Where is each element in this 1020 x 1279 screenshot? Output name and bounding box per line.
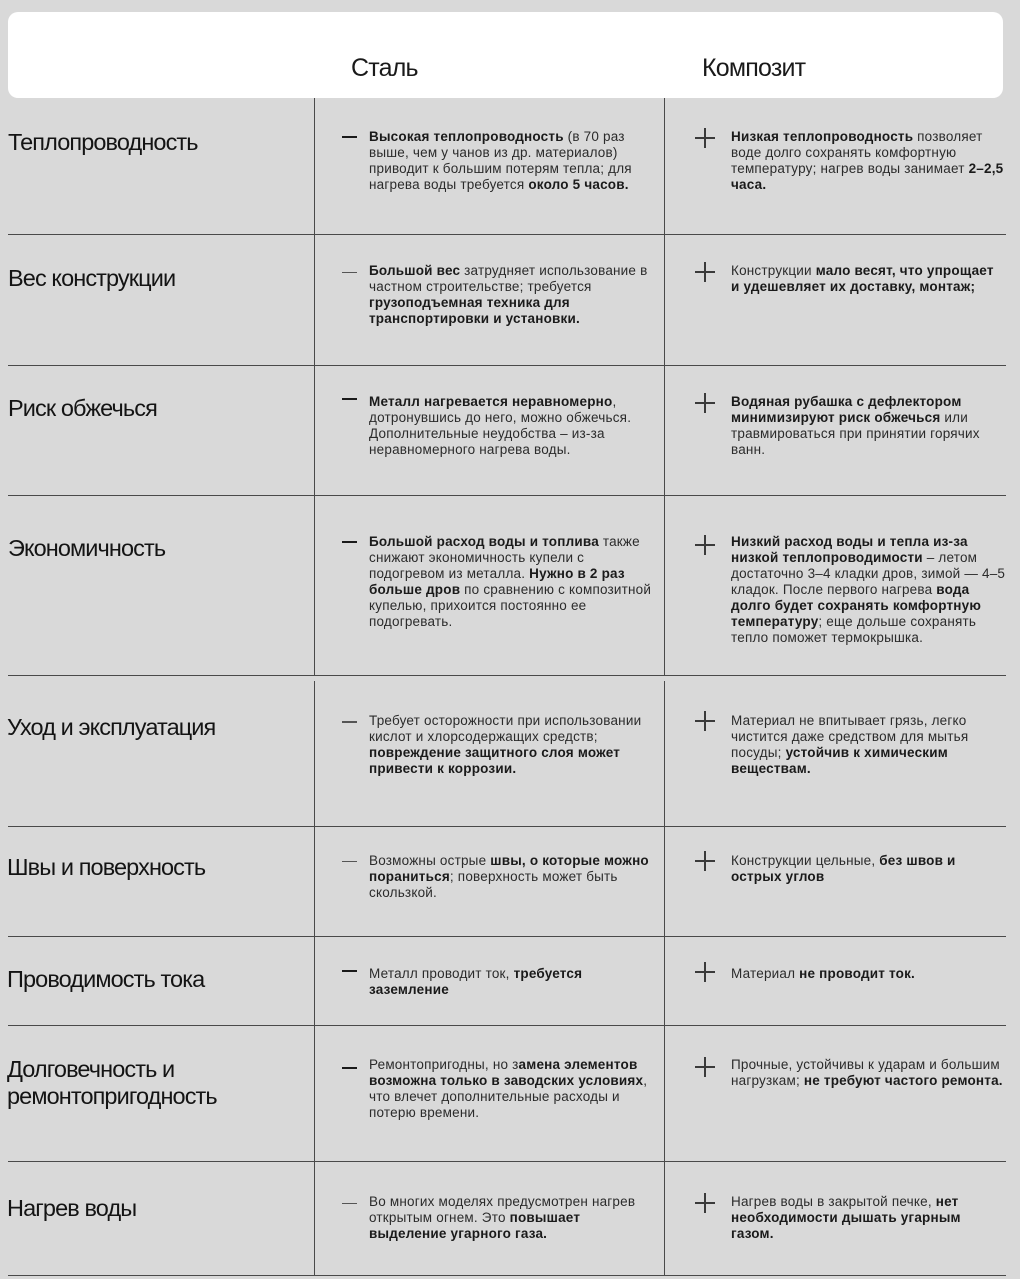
text: , что влечет дополнительные расходы и потерю времени. [369, 1073, 648, 1120]
bold-text: Низкая теплопроводность [731, 129, 914, 144]
bold-text: не проводит ток. [799, 966, 916, 981]
steel-cell [369, 1057, 654, 1121]
table-row [0, 681, 1020, 827]
bold-text: Большой расход воды и топлива [369, 534, 599, 549]
text: затрудняет использование в частном строительстве; требуется [369, 263, 648, 294]
minus-icon [342, 970, 357, 972]
row-label: Теплопроводность [8, 129, 198, 155]
plus-icon [695, 262, 715, 282]
bold-text: Металл нагревается неравномерно [369, 394, 613, 409]
minus-icon [342, 1067, 357, 1069]
text: позволяет воде долго сохранять комфортную температуру; нагрев воды занимает [731, 129, 983, 176]
bold-text: Большой вес [369, 263, 461, 278]
table-row [0, 827, 1020, 937]
bold-text: Низкий расход воды и тепла из-за низкой теплопроводимости [731, 534, 968, 565]
bold-text: Нужно в 2 раз больше дров [369, 566, 625, 597]
table-row [0, 496, 1020, 676]
minus-icon [342, 398, 357, 400]
bold-text: 2–2,5 часа. [731, 161, 1004, 192]
text: или травмироваться при принятии горячих ванн. [731, 410, 980, 457]
plus-icon [695, 711, 715, 731]
row-label: Уход и эксплуатация [7, 714, 216, 740]
text: Конструкции цельные, [731, 853, 880, 868]
bold-text: швы, о которые можно пораниться [369, 853, 649, 884]
row-label: Риск обжечься [8, 395, 157, 421]
row-label: Долговечность и ремонтопригодность [7, 1056, 217, 1109]
text: ; еще дольше сохранять тепло поможет термокрышка. [731, 614, 977, 645]
row-label: Проводимость тока [7, 966, 205, 992]
plus-icon [695, 851, 715, 871]
bold-text: вода долго будет сохранять комфортную температуру [731, 582, 982, 629]
bold-text: повреждение защитного слоя может привести к коррозии. [369, 745, 621, 776]
minus-icon [342, 272, 357, 273]
bold-text: мало весят, что упрощает и удешевляет их доставку, монтаж; [731, 263, 994, 294]
row-label: Нагрев воды [7, 1195, 137, 1221]
text: Конструкции [731, 263, 816, 278]
steel-cell [369, 1194, 654, 1242]
minus-icon [342, 136, 357, 138]
row-label: Вес конструкции [8, 265, 176, 291]
composite-cell [731, 713, 1006, 777]
column-header-composite: Композит [702, 54, 806, 82]
steel-cell [369, 129, 654, 193]
plus-icon [695, 1057, 715, 1077]
steel-cell [369, 263, 654, 327]
text: , дотронувшись до него, можно обжечься. Дополнительные неудобства – из-за неравномерного нагрева воды. [369, 394, 632, 457]
text: Требует осторожности при использовании кислот и хлорсодержащих средств; [369, 713, 642, 744]
text: Прочные, устойчивы к ударам и большим нагрузкам; [731, 1057, 1000, 1088]
minus-icon [342, 721, 357, 723]
bold-text: устойчив к химическим веществам. [731, 745, 948, 776]
bold-text: без швов и острых углов [731, 853, 956, 884]
composite-cell [731, 966, 1006, 982]
composite-cell [731, 394, 1006, 458]
text: ; поверхность может быть скользкой. [369, 869, 618, 900]
text: Материал [731, 966, 800, 981]
bold-text: около 5 часов. [528, 177, 629, 192]
bold-text: Высокая теплопроводность [369, 129, 564, 144]
minus-icon [342, 1203, 357, 1204]
steel-cell [369, 534, 654, 630]
minus-icon [342, 861, 357, 862]
bold-text: амена элементов возможна только в заводских условиях [369, 1057, 644, 1088]
text: Металл проводит ток, [369, 966, 514, 981]
table-row [0, 235, 1020, 366]
text: – летом достаточно 3–4 кладки дров, зимой — 4–5 кладок. После первого нагрева [731, 550, 1006, 597]
table-row [0, 98, 1020, 235]
table-row [0, 1026, 1020, 1162]
text: Материал не впитывает грязь, легко чистится даже средством для мытья посуды; [731, 713, 969, 760]
bold-text: нет необходимости дышать угарным газом. [731, 1194, 961, 1241]
table-row [0, 1162, 1020, 1276]
composite-cell [731, 129, 1006, 193]
plus-icon [695, 1193, 715, 1213]
row-label: Экономичность [8, 535, 166, 561]
table-header [8, 12, 1003, 98]
plus-icon [695, 128, 715, 148]
bold-text: повышает выделение угарного газа. [369, 1210, 581, 1241]
minus-icon [342, 541, 357, 543]
plus-icon [695, 393, 715, 413]
steel-cell [369, 853, 654, 901]
composite-cell [731, 853, 1006, 885]
bold-text: грузоподъемная техника для транспортировки и установки. [369, 295, 580, 326]
row-label: Швы и поверхность [7, 854, 206, 880]
composite-cell [731, 263, 1006, 295]
bold-text: Водяная рубашка с дефлектором минимизируют риск обжечься [731, 394, 962, 425]
composite-cell [731, 534, 1006, 646]
table-row [0, 366, 1020, 496]
steel-cell [369, 713, 654, 777]
text: Ремонтопригодны, но з [369, 1057, 519, 1072]
plus-icon [695, 535, 715, 555]
text: Во многих моделях предусмотрен нагрев открытым огнем. Это [369, 1194, 636, 1225]
column-header-steel: Сталь [351, 54, 418, 82]
text: также снижают экономичность купели с подогревом из металла. [369, 534, 640, 581]
bold-text: требуется заземление [369, 966, 583, 997]
plus-icon [695, 962, 715, 982]
composite-cell [731, 1057, 1006, 1089]
text: (в 70 раз выше, чем у чанов из др. материалов) приводит к большим потерям тепла; для нагрева воды требуется [369, 129, 632, 192]
text: Возможны острые [369, 853, 491, 868]
text: по сравнению с композитной купелью, прихоится постоянно ее подогревать. [369, 582, 652, 629]
bold-text: не требуют частого ремонта. [803, 1073, 1003, 1088]
table-row [0, 937, 1020, 1026]
steel-cell [369, 394, 654, 458]
composite-cell [731, 1194, 1006, 1242]
text: Нагрев воды в закрытой печке, [731, 1194, 936, 1209]
steel-cell [369, 966, 654, 998]
